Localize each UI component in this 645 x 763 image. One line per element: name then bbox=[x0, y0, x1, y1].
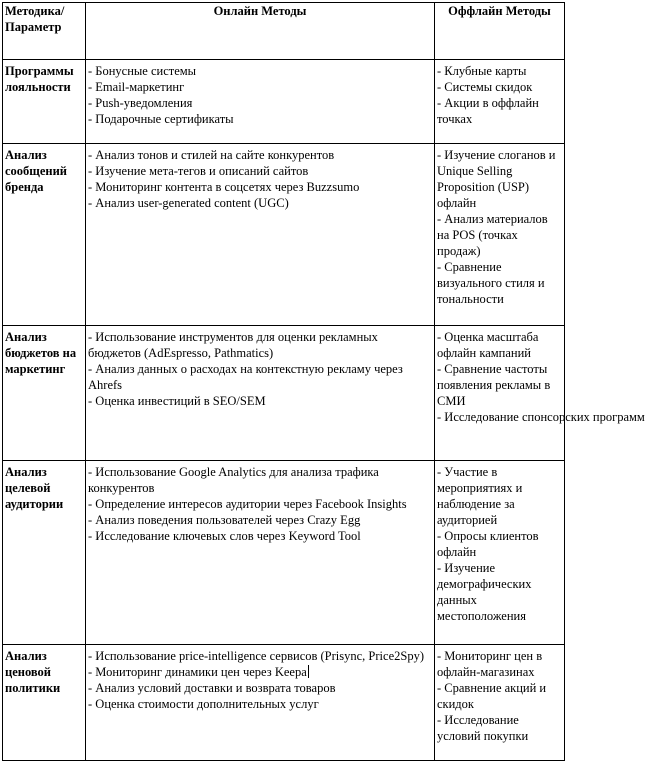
offline-methods-cell bbox=[435, 461, 565, 645]
table-row bbox=[3, 461, 565, 645]
offline-methods-cell bbox=[435, 60, 565, 144]
row-param: Анализ целевой аудитории bbox=[3, 461, 86, 645]
list-item: - Оценка инвестиций в SEO/SEM bbox=[88, 394, 266, 408]
row-param: Анализ ценовой политики bbox=[3, 645, 86, 761]
header-offline: Оффлайн Методы bbox=[435, 3, 565, 60]
list-item: - Использование price-intelligence сервисов (Prisync, Price2Spy) bbox=[88, 649, 424, 663]
comparison-table bbox=[2, 2, 645, 761]
list-item: - Изучение мета-тегов и описаний сайтов bbox=[88, 164, 309, 178]
header-row bbox=[3, 3, 565, 60]
list-item: - Email-маркетинг bbox=[88, 80, 185, 94]
offline-methods-cell bbox=[435, 144, 565, 326]
list-item: - Участие в мероприятиях и наблюдение за аудиторией bbox=[437, 465, 523, 527]
offline-methods-cell bbox=[435, 645, 565, 761]
text-cursor-icon bbox=[308, 665, 309, 678]
list-item: - Клубные карты bbox=[437, 64, 527, 78]
online-methods-cell bbox=[86, 60, 435, 144]
list-item: - Изучение слоганов и Unique Selling Proposition (USP) офлайн bbox=[437, 148, 556, 210]
online-methods-cell bbox=[86, 326, 435, 461]
list-item: - Сравнение визуального стиля и тональности bbox=[437, 260, 545, 306]
list-item: - Push-уведомления bbox=[88, 96, 193, 110]
list-item: - Сравнение акций и скидок bbox=[437, 681, 547, 711]
list-item: - Оценка масштаба офлайн кампаний bbox=[437, 330, 539, 360]
list-item: - Исследование ключевых слов через Keyword Tool bbox=[88, 529, 361, 543]
list-item: - Изучение демографических данных местоположения bbox=[437, 561, 532, 623]
list-item: - Анализ user-generated content (UGC) bbox=[88, 196, 289, 210]
list-item: - Исследование спонсорских программ bbox=[437, 410, 645, 424]
table-row bbox=[3, 645, 565, 761]
row-param: Анализ сообщений бренда bbox=[3, 144, 86, 326]
list-item: - Мониторинг цен в офлайн-магазинах bbox=[437, 649, 543, 679]
list-item: - Акции в оффлайн точках bbox=[437, 96, 539, 126]
online-methods-cell bbox=[86, 645, 435, 761]
list-item: - Сравнение частоты появления рекламы в СМИ bbox=[437, 362, 551, 408]
online-methods-cell bbox=[86, 144, 435, 326]
list-item: - Анализ тонов и стилей на сайте конкурентов bbox=[88, 148, 335, 162]
list-item: - Определение интересов аудитории через Facebook Insights bbox=[88, 497, 407, 511]
list-item: - Анализ материалов на POS (точках продаж) bbox=[437, 212, 548, 258]
list-item: - Опросы клиентов офлайн bbox=[437, 529, 539, 559]
list-item: - Анализ поведения пользователей через Crazy Egg bbox=[88, 513, 361, 527]
list-item: - Исследование условий покупки bbox=[437, 713, 529, 743]
header-online: Онлайн Методы bbox=[86, 3, 435, 60]
list-item: - Использование Google Analytics для анализа трафика конкурентов bbox=[88, 465, 379, 495]
row-param: Программы лояльности bbox=[3, 60, 86, 144]
list-item: - Подарочные сертификаты bbox=[88, 112, 234, 126]
list-item: - Системы скидок bbox=[437, 80, 533, 94]
list-item: - Использование инструментов для оценки рекламных бюджетов (AdEspresso, Pathmatics) bbox=[88, 330, 378, 360]
table-row bbox=[3, 60, 565, 144]
list-item bbox=[88, 664, 432, 680]
list-item: - Анализ данных о расходах на контекстную рекламу через Ahrefs bbox=[88, 362, 403, 392]
list-item: - Мониторинг контента в соцсетях через Buzzsumo bbox=[88, 180, 360, 194]
list-item-text: - Мониторинг динамики цен через Keepa bbox=[88, 665, 307, 679]
list-item: - Оценка стоимости дополнительных услуг bbox=[88, 697, 319, 711]
list-item: - Бонусные системы bbox=[88, 64, 197, 78]
offline-methods-cell bbox=[435, 326, 645, 461]
table-row bbox=[3, 326, 565, 461]
table-row bbox=[3, 144, 565, 326]
list-item: - Анализ условий доставки и возврата товаров bbox=[88, 681, 336, 695]
header-param: Методика/ Параметр bbox=[3, 3, 86, 60]
row-param: Анализ бюджетов на маркетинг bbox=[3, 326, 86, 461]
online-methods-cell bbox=[86, 461, 435, 645]
